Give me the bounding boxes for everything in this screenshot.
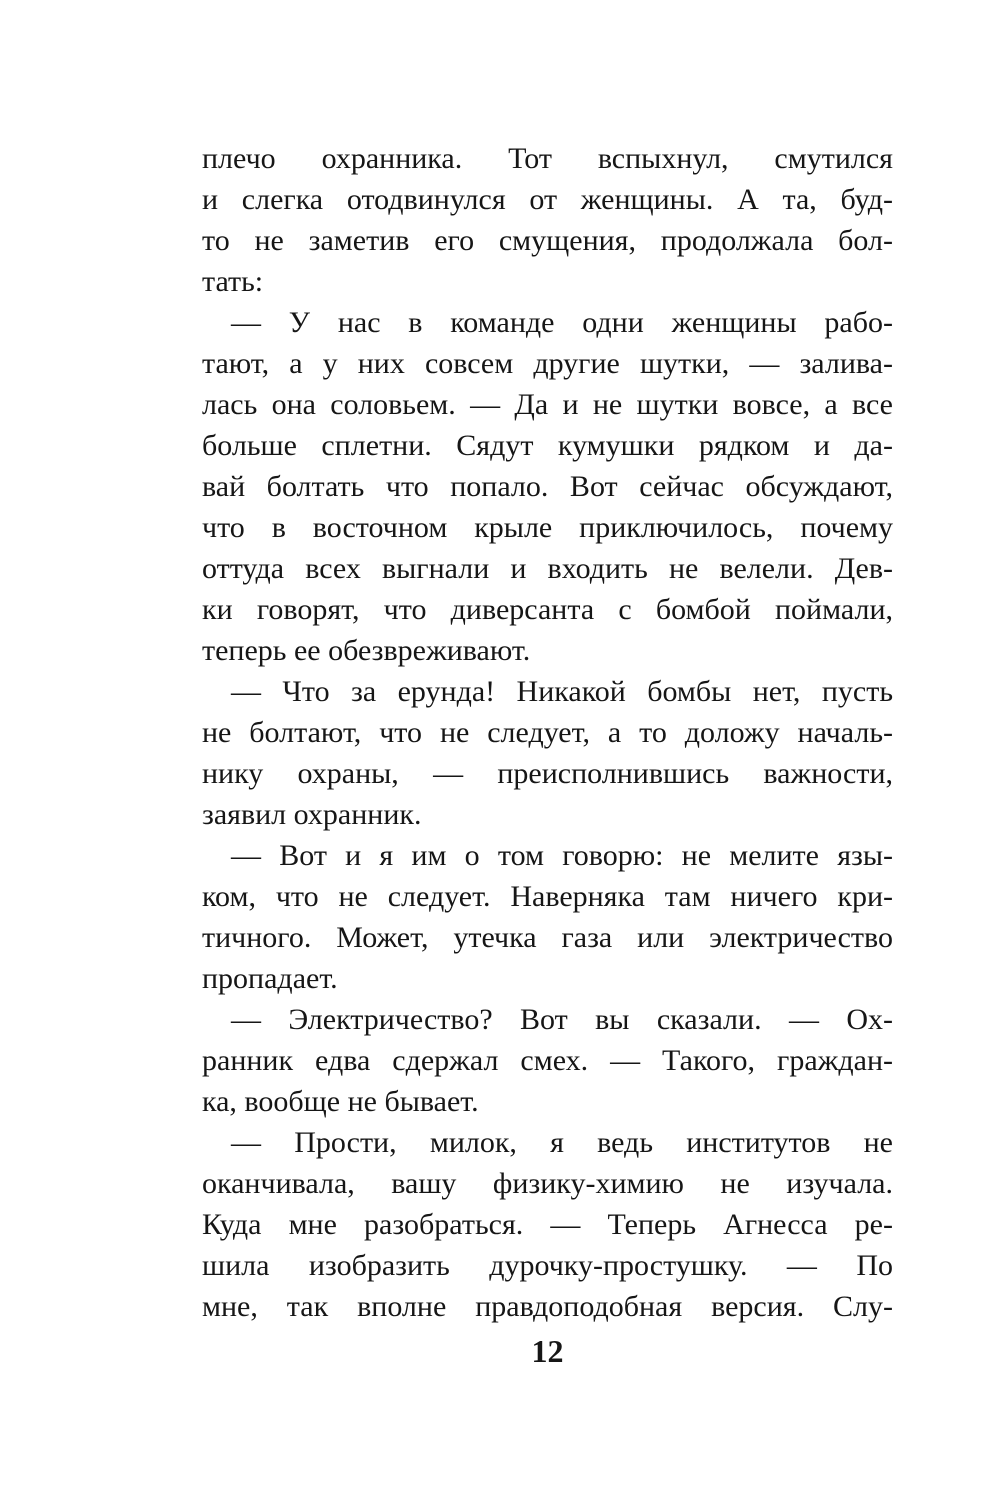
text-line: нику охраны, — преисполнившись важности,	[202, 757, 893, 790]
text-line: больше сплетни. Сядут кумушки рядком и да-	[202, 429, 893, 462]
text-line: и слегка отодвинулся от женщины. А та, буд-	[202, 183, 893, 216]
text-line: ранник едва сдержал смех. — Такого, граждан-	[202, 1044, 893, 1077]
text-line: — Прости, милок, я ведь институтов не	[231, 1126, 893, 1159]
text-line: пропадает.	[202, 962, 338, 995]
text-line: ка, вообще не бывает.	[202, 1085, 479, 1118]
text-line: оканчивала, вашу физику-химию не изучала.	[202, 1167, 893, 1200]
text-line: заявил охранник.	[202, 798, 422, 831]
text-line: — Электричество? Вот вы сказали. — Ох-	[231, 1003, 893, 1036]
text-block	[202, 138, 893, 1327]
text-line: — У нас в команде одни женщины рабо-	[231, 306, 893, 339]
text-line: тать:	[202, 265, 264, 298]
text-line: ком, что не следует. Наверняка там ничего кри-	[202, 880, 893, 913]
text-line: — Что за ерунда! Никакой бомбы нет, пусть	[231, 675, 893, 708]
text-line: вай болтать что попало. Вот сейчас обсуждают,	[202, 470, 893, 503]
text-line: шила изобразить дурочку-простушку. — По	[202, 1249, 893, 1282]
text-line: лась она соловьем. — Да и не шутки вовсе, а все	[202, 388, 893, 421]
page-number: 12	[531, 1333, 564, 1369]
text-line: то не заметив его смущения, продолжала бол-	[202, 224, 893, 257]
text-line: — Вот и я им о том говорю: не мелите язы-	[231, 839, 893, 872]
text-line: плечо охранника. Тот вспыхнул, смутился	[202, 142, 893, 175]
text-line: что в восточном крыле приключилось, почему	[202, 511, 893, 544]
text-line: Куда мне разобраться. — Теперь Агнесса ре-	[202, 1208, 893, 1241]
text-line: теперь ее обезвреживают.	[202, 634, 531, 667]
text-line: тичного. Может, утечка газа или электричество	[202, 921, 893, 954]
text-line: не болтают, что не следует, а то доложу началь-	[202, 716, 893, 749]
text-line: оттуда всех выгнали и входить не велели. Дев-	[202, 552, 893, 585]
text-line: мне, так вполне правдоподобная версия. Слу-	[202, 1290, 893, 1323]
text-line: тают, а у них совсем другие шутки, — залива-	[202, 347, 893, 380]
text-line: ки говорят, что диверсанта с бомбой поймали,	[202, 593, 893, 626]
